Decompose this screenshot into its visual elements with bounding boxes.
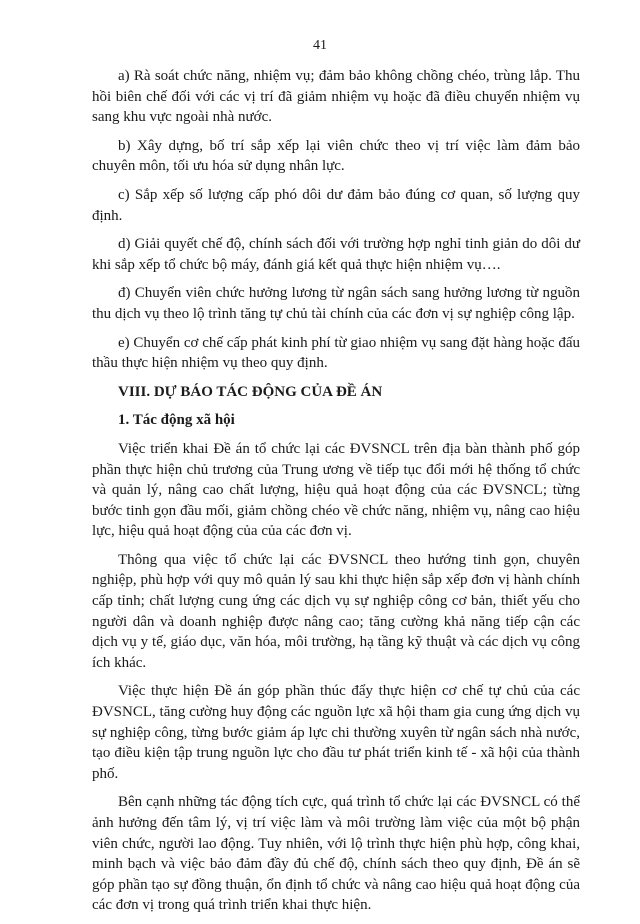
list-item-d: d) Giải quyết chế độ, chính sách đối với trường hợp nghỉ tinh giản do dôi dư khi sắp xếp tổ chức bộ máy, đánh giá kết quả thực hiện nhiệm vụ…. (92, 236, 580, 273)
document-body (92, 66, 580, 924)
body-paragraph: Việc thực hiện Đề án góp phần thúc đẩy thực hiện cơ chế tự chủ của các ĐVSNCL, tăng cường huy động các nguồn lực xã hội tham gia cung ứng dịch vụ sự nghiệp công, từng bước giảm áp lực chi thường xuyên từ ngân sách nhà nước, tạo điều kiện tập trung nguồn lực cho đầu tư phát triển kinh tế - xã hội của thành phố. (92, 683, 580, 782)
body-paragraph: Bên cạnh những tác động tích cực, quá trình tổ chức lại các ĐVSNCL có thể ảnh hưởng đến tâm lý, vị trí việc làm và môi trường làm việc của một bộ phận viên chức, người lao động. Tuy nhiên, với lộ trình thực hiện phù hợp, công khai, minh bạch và việc bảo đảm đầy đủ chế độ, chính sách theo quy định, Đề án sẽ góp phần tạo sự đồng thuận, ổn định tổ chức và nâng cao hiệu quả hoạt động của các đơn vị trong quá trình triển khai thực hiện. (92, 794, 580, 914)
body-paragraph: Việc triển khai Đề án tổ chức lại các ĐVSNCL trên địa bàn thành phố góp phần thực hiện chủ trương của Trung ương về tiếp tục đổi mới hệ thống tổ chức và quản lý, nâng cao chất lượng, hiệu quả hoạt động của các ĐVSNCL; từng bước tinh gọn đầu mối, giảm chồng chéo về chức năng, nhiệm vụ, nâng cao hiệu lực, hiệu quả hoạt động của của các đơn vị. (92, 440, 580, 540)
list-item-b: b) Xây dựng, bố trí sắp xếp lại viên chức theo vị trí việc làm đảm bảo chuyên môn, tối ưu hóa sử dụng nhân lực. (92, 137, 580, 175)
body-paragraph: Thông qua việc tổ chức lại các ĐVSNCL theo hướng tinh gọn, chuyên nghiệp, phù hợp với quy mô quản lý sau khi thực hiện sắp xếp đơn vị hành chính cấp tỉnh; chất lượng cung ứng các dịch vụ sự nghiệp công cơ bản, thiết yếu cho người dân và doanh nghiệp được nâng cao; tăng cường khả năng tiếp cận các dịch vụ y tế, giáo dục, văn hóa, môi trường, hạ tầng kỹ thuật và các dịch vụ công ích khác. (92, 551, 580, 671)
list-item-c: c) Sắp xếp số lượng cấp phó dôi dư đảm bảo đúng cơ quan, số lượng quy định. (92, 186, 580, 224)
section-heading: VIII. DỰ BÁO TÁC ĐỘNG CỦA ĐỀ ÁN (118, 383, 383, 400)
subsection-heading: 1. Tác động xã hội (118, 412, 235, 429)
list-item-dd: đ) Chuyển viên chức hưởng lương từ ngân sách sang hưởng lương từ nguồn thu dịch vụ theo lộ trình tăng tự chủ tài chính của các đơn vị sự nghiệp công lập. (92, 285, 580, 322)
page-number: 41 (313, 38, 327, 53)
list-item-e: e) Chuyển cơ chế cấp phát kinh phí từ giao nhiệm vụ sang đặt hàng hoặc đấu thầu thực hiện nhiệm vụ theo quy định. (92, 334, 580, 372)
list-item-a: a) Rà soát chức năng, nhiệm vụ; đảm bảo không chồng chéo, trùng lắp. Thu hồi biên chế đối với các vị trí đã giảm nhiệm vụ hoặc đã điều chuyển nhiệm vụ sang khu vực ngoài nhà nước. (92, 68, 580, 126)
